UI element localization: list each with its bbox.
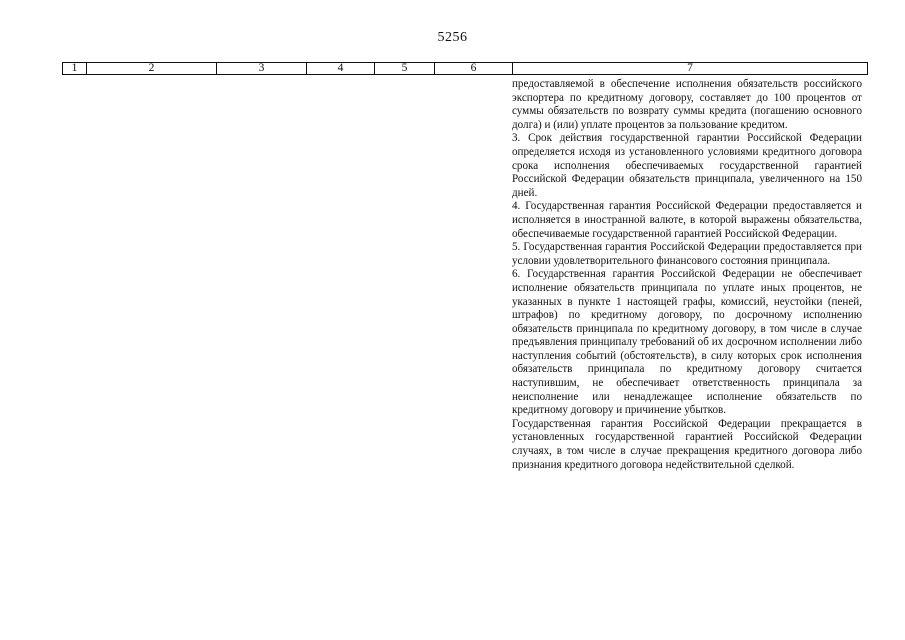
column-header-row [63,63,868,75]
column-header-cell-7: 7 [513,63,868,75]
column-header-table [62,62,868,75]
paragraph-5: 5. Государственная гарантия Российской Федерации предоставляется при условии удовлетворительного финансового состояния принципала. [512,241,862,267]
column-header-cell-2: 2 [87,63,217,75]
paragraph-4: 4. Государственная гарантия Российской Федерации предоставляется и исполняется в иностранной валюте, в которой выражены обязательства, обеспечиваемые государственной гарантией Российской Федерации. [512,200,862,240]
column-header-cell-6: 6 [435,63,513,75]
paragraph-6: 6. Государственная гарантия Российской Федерации не обеспечивает исполнение обязательств принципала по уплате иных процентов, не указанных в пункте 1 настоящей графы, комиссий, неустойки (пеней, штрафов) по кредитному договору, по досрочному исполнению обязательств принципала по кредитному договору, в том числе в случае предъявления принципалу требований об их досрочном исполнении либо наступления событий (обстоятельств), в силу которых срок исполнения обязательств принципала по кредитному договору считается наступившим, не обеспечивает ответственность принципала за неисполнение или ненадлежащее исполнение обязательств по кредитному договору и причинение убытков. [512,268,862,417]
page-number: 5256 [437,30,468,45]
column-header-cell-1: 1 [63,63,87,75]
column-7-text [512,78,862,472]
paragraph-termination: Государственная гарантия Российской Федерации прекращается в установленных государственной гарантией Российской Федерации случаях, в том числе в случае прекращения кредитного договора либо признания кредитного договора недействительной сделкой. [512,417,862,471]
column-header-cell-3: 3 [217,63,307,75]
column-header-cell-5: 5 [375,63,435,75]
paragraph-3: 3. Срок действия государственной гарантии Российской Федерации определяется исходя из установленного условиями кредитного договора срока исполнения обеспечиваемых государственной гарантией Российской Федерации обязательств принципала, увеличенного на 150 дней. [512,132,862,199]
column-header-cell-4: 4 [307,63,375,75]
paragraph-continuation: предоставляемой в обеспечение исполнения обязательств российского экспортера по кредитному договору, составляет до 100 процентов от суммы обязательств по возврату суммы кредита (погашению основного долга) и (или) уплате процентов за пользование кредитом. [512,78,862,131]
